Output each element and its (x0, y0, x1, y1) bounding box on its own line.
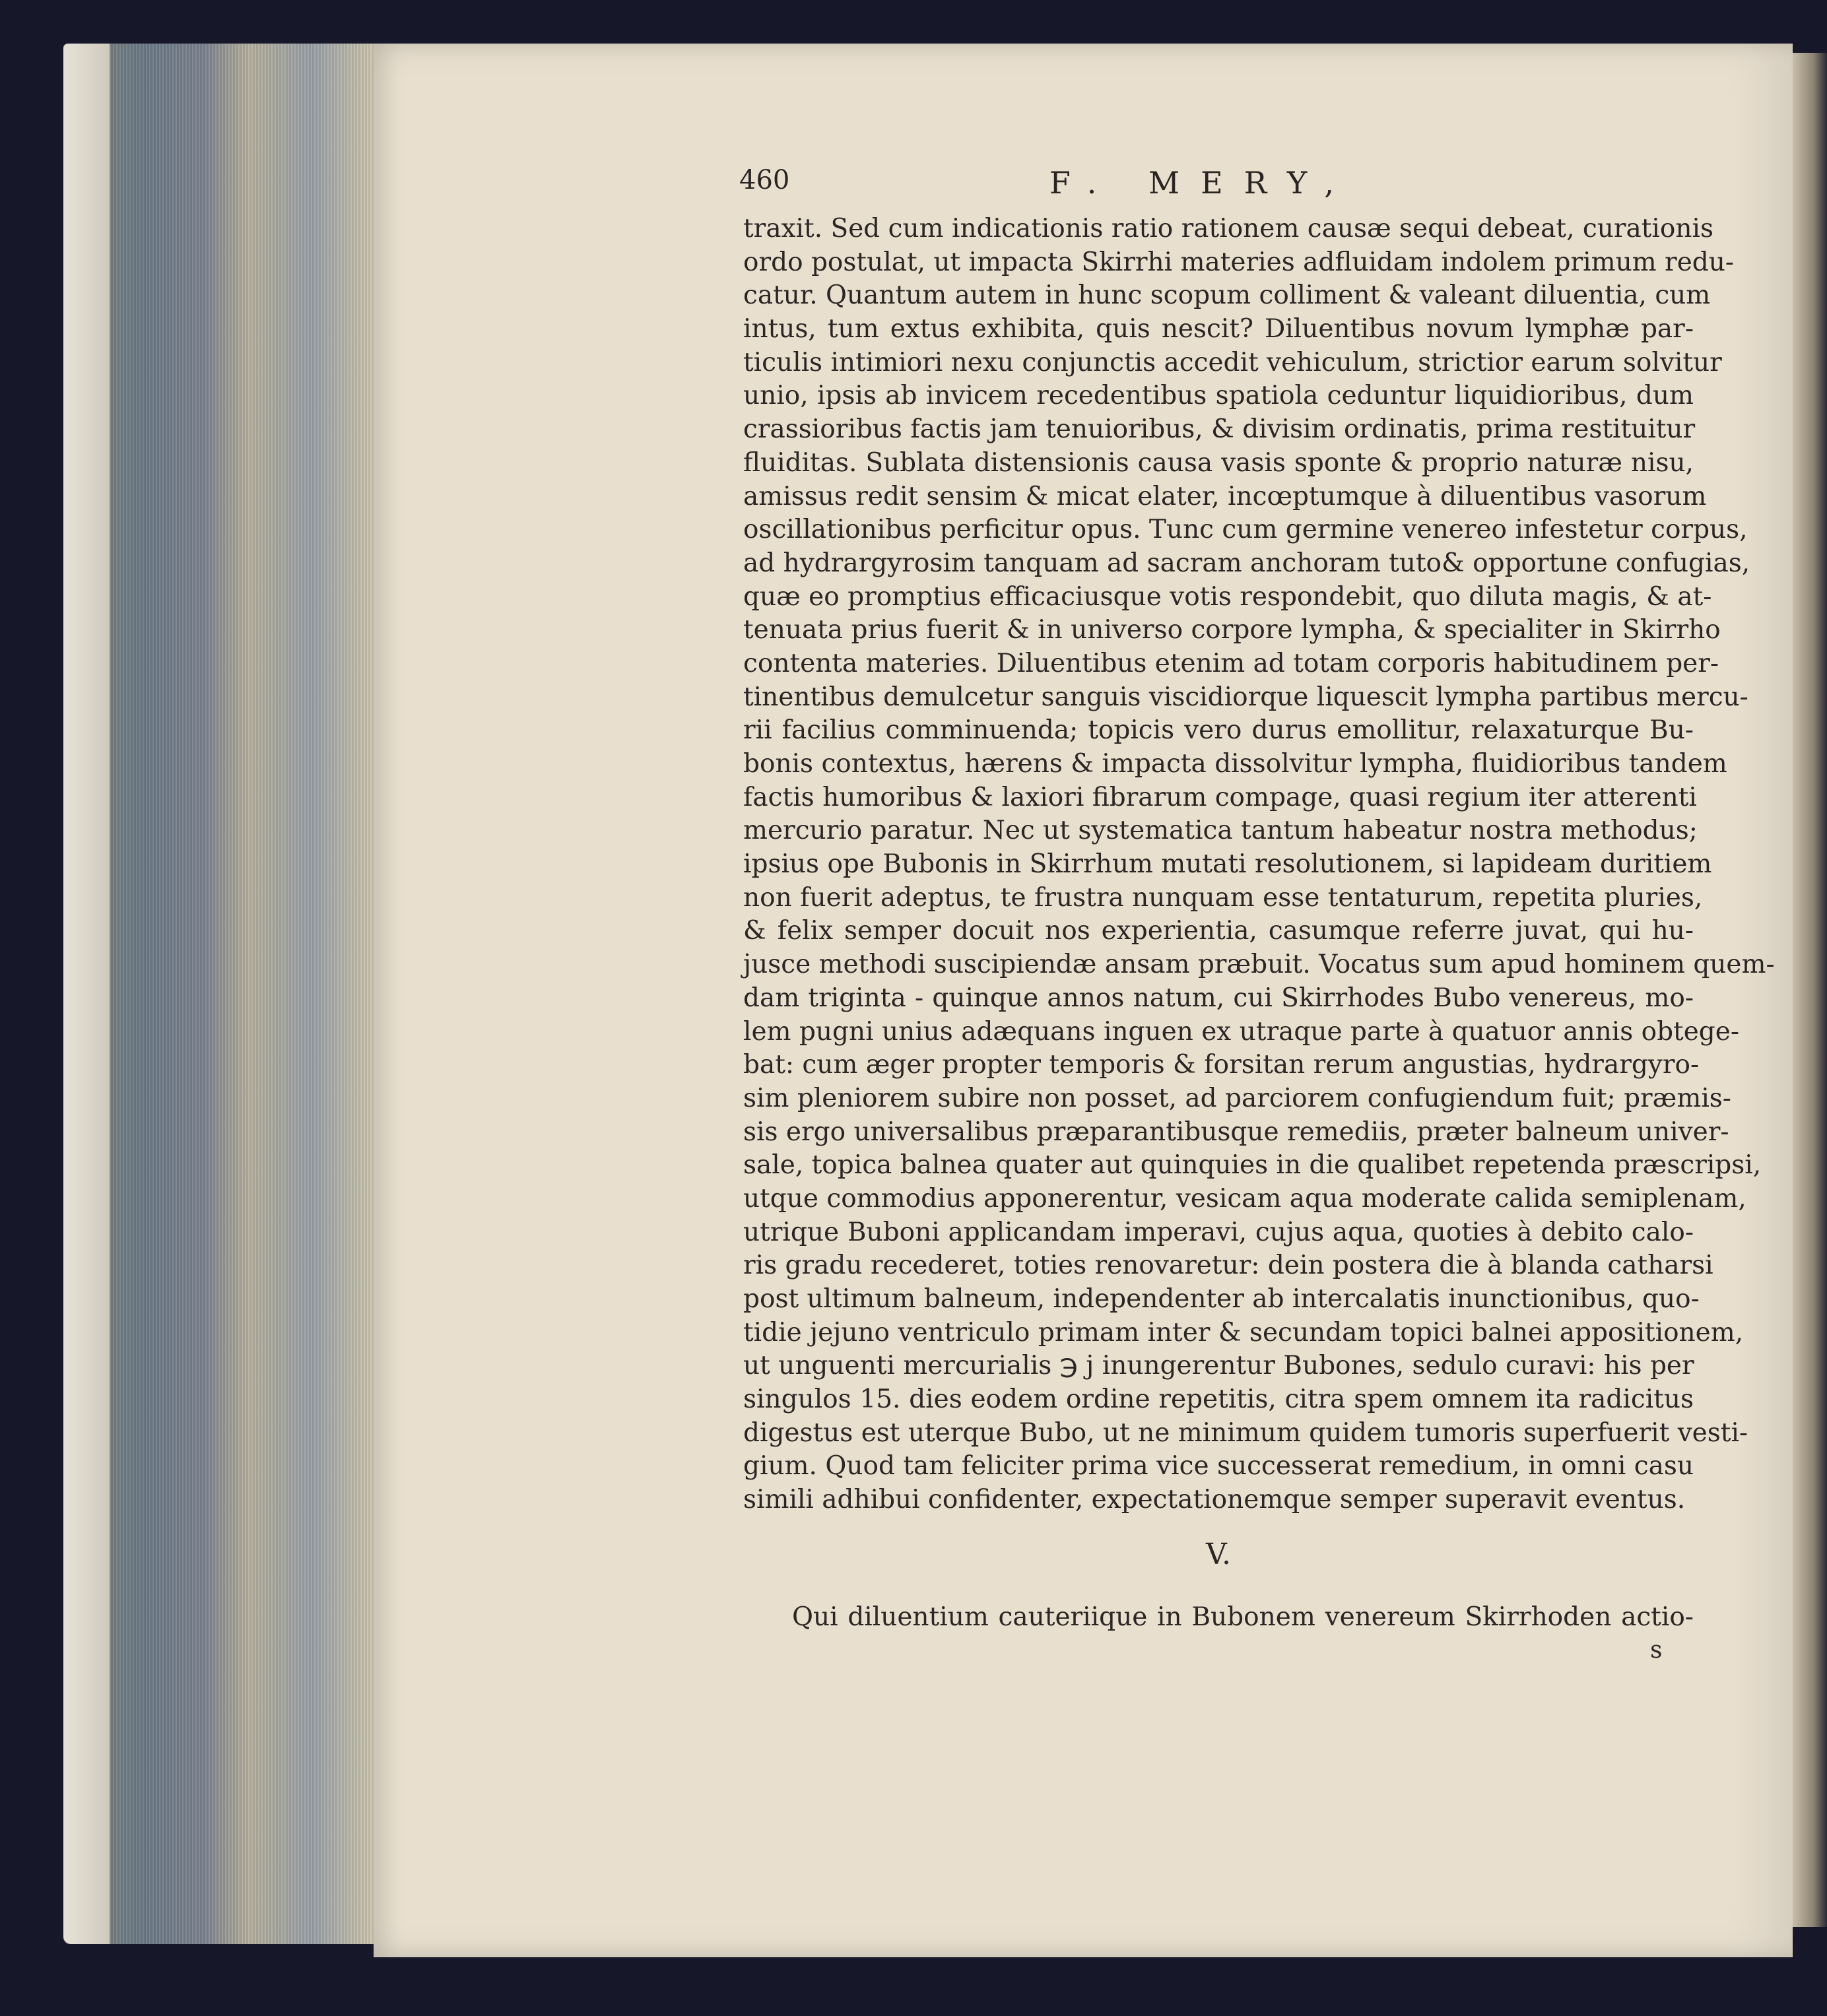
text-line: ticulis intimiori nexu conjunctis accedit vehiculum, strictior earum solvitur (743, 347, 1722, 377)
book-page-stack (63, 44, 374, 1944)
text-line: jusce methodi suscipiendæ ansam præbuit. Vocatus sum apud hominem quem- (743, 950, 1775, 980)
text-line: rii facilius comminuenda; topicis vero durus emollitur, relaxaturque Bu- (743, 715, 1694, 746)
running-head: F. MERY, (1049, 165, 1355, 201)
text-line: tenuata prius fuerit & in universo corpore lympha, & specialiter in Skirrho (743, 615, 1721, 645)
text-line: simili adhibui confidenter, expectationemque semper superavit eventus. (743, 1485, 1686, 1515)
text-line: oscillationibus perficitur opus. Tunc cum germine venereo infestetur corpus, (743, 515, 1748, 545)
text-line: dam triginta - quinque annos natum, cui Skirrhodes Bubo venereus, mo- (743, 983, 1694, 1013)
text-line: tidie jejuno ventriculo primam inter & secundam topici balnei appositionem, (743, 1317, 1744, 1348)
text-line: gium. Quod tam feliciter prima vice successerat remedium, in omni casu (743, 1451, 1694, 1481)
text-line: ris gradu recederet, toties renovaretur: dein postera die à blanda catharsi (743, 1251, 1713, 1281)
text-line: ut unguenti mercurialis ℈ j inungerentur Bubones, sedulo curavi: his per (743, 1351, 1694, 1381)
text-line: tinentibus demulcetur sanguis viscidiorque liquescit lympha partibus mercu- (743, 682, 1748, 712)
text-line: lem pugni unius adæquans inguen ex utraque parte à quatuor annis obtege- (743, 1016, 1740, 1047)
text-line: ad hydrargyrosim tanquam ad sacram anchoram tuto& opportune confugias, (743, 548, 1750, 578)
text-line: singulos 15. dies eodem ordine repetitis, citra spem omnem ita radicitus (743, 1384, 1694, 1415)
text-line: catur. Quantum autem in hunc scopum colliment & valeant diluentia, cum (743, 280, 1711, 311)
text-line: intus, tum extus exhibita, quis nescit? Diluentibus novum lymphæ par- (743, 314, 1694, 344)
text-line: ipsius ope Bubonis in Skirrhum mutati resolutionem, si lapideam duritiem (743, 849, 1712, 880)
text-line: fluiditas. Sublata distensionis causa vasis sponte & proprio naturæ nisu, (743, 447, 1694, 478)
page-gutter-shadow (1793, 53, 1827, 1927)
text-line: crassioribus factis jam tenuioribus, & divisim ordinatis, prima restituitur (743, 414, 1696, 445)
text-line: utrique Buboni applicandam imperavi, cujus aqua, quoties à debito calo- (743, 1217, 1694, 1247)
text-line: post ultimum balneum, independenter ab intercalatis inunctionibus, quo- (743, 1284, 1700, 1314)
text-line: factis humoribus & laxiori fibrarum compage, quasi regium iter atterenti (743, 782, 1697, 812)
body-text (743, 212, 1775, 1517)
page-number: 460 (739, 165, 790, 195)
text-line: & felix semper docuit nos experientia, casumque referre juvat, qui hu- (743, 916, 1694, 946)
text-line: sis ergo universalibus præparantibusque remediis, præter balneum univer- (743, 1117, 1729, 1147)
text-line: utque commodius apponerentur, vesicam aqua moderate calida semiplenam, (743, 1183, 1746, 1214)
text-line: contenta materies. Diluentibus etenim ad totam corporis habitudinem per- (743, 648, 1719, 678)
page-header (739, 165, 1690, 211)
text-line: traxit. Sed cum indicationis ratio rationem causæ sequi debeat, curationis (743, 214, 1713, 244)
text-line: digestus est uterque Bubo, ut ne minimum quidem tumoris superfuerit vesti- (743, 1417, 1748, 1448)
section-first-line: Qui diluentium cauteriique in Bubonem venereum Skirrhoden actio- (792, 1602, 1694, 1632)
text-line: non fuerit adeptus, te frustra nunquam esse tentaturum, repetita pluries, (743, 882, 1703, 913)
text-line: unio, ipsis ab invicem recedentibus spatiola ceduntur liquidioribus, dum (743, 381, 1694, 411)
text-line: bat: cum æger propter temporis & forsitan rerum angustias, hydrargyro- (743, 1050, 1700, 1080)
text-line: bonis contextus, hærens & impacta dissolvitur lympha, fluidioribus tandem (743, 749, 1727, 779)
text-line: mercurio paratur. Nec ut systematica tantum habeatur nostra methodus; (743, 816, 1698, 846)
text-line: ordo postulat, ut impacta Skirrhi materies adfluidam indolem primum redu- (743, 247, 1735, 277)
text-line: amissus redit sensim & micat elater, incœptumque à diluentibus vasorum (743, 481, 1707, 511)
section-heading: V. (1205, 1538, 1232, 1571)
catchword: s (1650, 1637, 1663, 1664)
text-line: sale, topica balnea quater aut quinquies in die qualibet repetenda præscripsi, (743, 1150, 1762, 1181)
text-line: quæ eo promptius efficaciusque votis respondebit, quo diluta magis, & at- (743, 581, 1712, 612)
book-cover-edge (63, 44, 110, 1944)
text-line: sim pleniorem subire non posset, ad parciorem confugiendum fuit; præmis- (743, 1083, 1731, 1113)
